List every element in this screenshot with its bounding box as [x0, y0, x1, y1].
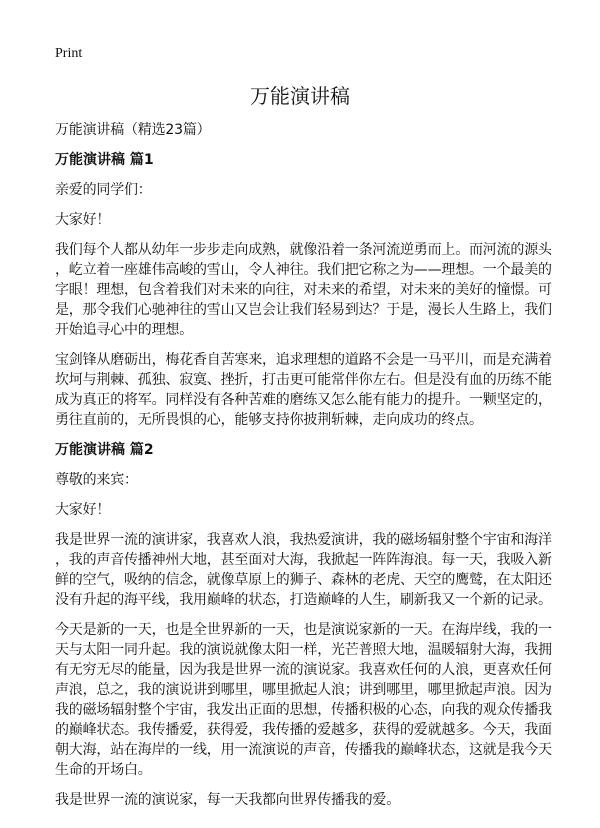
- paragraph-line: 有无穷无尽的能量，因为我是世界一流的演说家。我喜欢任何的人浪，更喜欢任何: [55, 662, 552, 678]
- paragraph: [55, 350, 555, 430]
- paragraph-line: 开始追寻心中的理想。: [55, 322, 193, 338]
- section-heading: 万能演讲稿 篇1: [55, 152, 154, 168]
- page-title: 万能演讲稿: [250, 84, 350, 108]
- sections: [55, 150, 555, 810]
- paragraph: [55, 210, 555, 230]
- paragraph-line: 朝大海，站在海岸的一线，用一流演说的声音，传播我的巅峰状态，这就是我今天: [55, 742, 552, 758]
- paragraph-line: 天与太阳一同升起。我的演说就像太阳一样，光芒普照大地，温暖辐射大海，我拥: [55, 642, 552, 658]
- paragraph-line: 的巅峰状态。我传播爱，获得爱，我传播的爱越多，获得的爱就越多。今天，我面: [55, 722, 552, 738]
- section-2: [55, 440, 555, 810]
- paragraph-line: 是，那令我们心驰神往的雪山又岂会让我们轻易到达？于是，漫长人生路上，我们: [55, 302, 552, 318]
- paragraph-line: 声浪，总之，我的演说讲到哪里，哪里掀起人浪；讲到哪里，哪里掀起声浪。因为: [55, 682, 552, 698]
- paragraph-line: 坎坷与荆棘、孤独、寂寞、挫折，打击更可能常伴你左右。但是没有血的历练不能: [55, 372, 552, 388]
- paragraph-line: 没有升起的海平线，我用巅峰的状态，打造巅峰的人生，刷新我又一个新的记录。: [55, 592, 552, 608]
- paragraph-line: ，我的声音传播神州大地，甚至面对大海，我掀起一阵阵海浪。每一天，我吸入新: [55, 552, 552, 568]
- subtitle: 万能演讲稿（精选23篇）: [55, 122, 211, 138]
- paragraph-line: 大家好！: [55, 502, 111, 518]
- paragraph-line: 勇往直前的，无所畏惧的心，能够支持你披荆斩棘，走向成功的终点。: [55, 412, 483, 428]
- paragraph-line: 大家好！: [55, 212, 111, 228]
- paragraph: [55, 530, 555, 610]
- section-1: [55, 150, 555, 430]
- paragraph-line: 生命的开场白。: [55, 762, 152, 778]
- paragraph-line: 今天是新的一天，也是全世界新的一天，也是演说家新的一天。在海岸线，我的一: [55, 622, 552, 638]
- paragraph-line: 鲜的空气，吸纳的信念，就像草原上的狮子、森林的老虎、天空的鹰鹫，在太阳还: [55, 572, 552, 588]
- paragraph-line: 我是世界一流的演讲家，我喜欢人浪，我热爱演讲，我的磁场辐射整个宇宙和海洋: [55, 532, 552, 548]
- paragraph-line: 我的磁场辐射整个宇宙，我发出正面的思想，传播积极的心态，向我的观众传播我: [55, 702, 552, 718]
- paragraph-line: 字眼！理想，包含着我们对未来的向往，对未来的希望，对未来的美好的憧憬。可: [55, 282, 552, 298]
- paragraph-line: 亲爱的同学们：: [55, 182, 152, 198]
- section-heading: 万能演讲稿 篇2: [55, 442, 154, 458]
- paragraph: [55, 500, 555, 520]
- paragraph: [55, 470, 555, 490]
- paragraph: [55, 240, 555, 340]
- paragraph-line: 宝剑锋从磨砺出，梅花香自苦寒来，追求理想的道路不会是一马平川，而是充满着: [55, 352, 552, 368]
- paragraph-line: ，屹立着一座雄伟高峻的雪山，令人神往。我们把它称之为——理想。一个最美的: [55, 262, 552, 278]
- document-body: [55, 120, 555, 820]
- paragraph-line: 成为真正的将军。同样没有各种苦难的磨练又怎么能有能力的提升。一颗坚定的，: [55, 392, 552, 408]
- print-link[interactable]: Print: [55, 46, 83, 61]
- paragraph-line: 我们每个人都从幼年一步步走向成熟，就像沿着一条河流逆勇而上。而河流的源头: [55, 242, 552, 258]
- paragraph-line: 我是世界一流的演说家，每一天我都向世界传播我的爱。: [55, 792, 400, 808]
- paragraph: [55, 620, 555, 780]
- paragraph-line: 尊敬的来宾：: [55, 472, 138, 488]
- paragraph: [55, 790, 555, 810]
- paragraph: [55, 180, 555, 200]
